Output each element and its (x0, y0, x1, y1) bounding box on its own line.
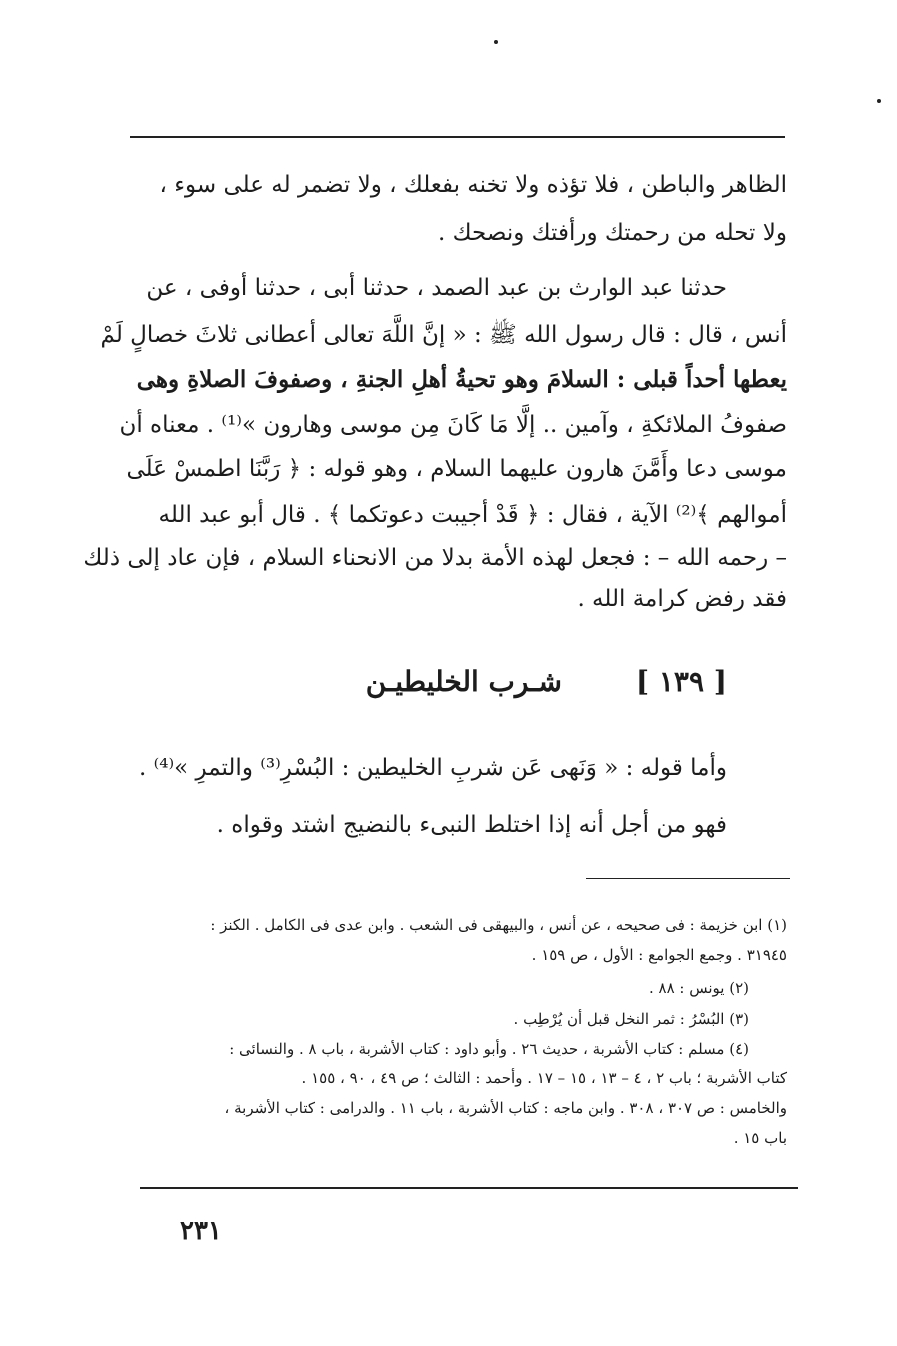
footnote-line: (١) ابن خزيمة : فى صحيحه ، عن أنس ، والبيهقى فى الشعب . وابن عدى فى الكامل . الكنز : (210, 916, 787, 934)
body-line: صفوفُ الملائكةِ ، وآمين .. إلَّا مَا كَانَ مِن موسى وهارون »⁽¹⁾ . معناه أن (119, 412, 787, 438)
body-line: فقد رفض كرامة الله . (577, 586, 787, 612)
ink-speck (494, 40, 498, 44)
footnote-line: (٢) يونس : ٨٨ . (648, 979, 749, 997)
footnote-line: (٤) مسلم : كتاب الأشربة ، حديث ٢٦ . وأبو داود : كتاب الأشربة ، باب ٨ . والنسائى : (229, 1040, 749, 1058)
page-number: ٢٣١ (180, 1216, 222, 1246)
body-line: ولا تحله من رحمتك ورأفتك ونصحك . (438, 220, 787, 246)
section-line: فهو من أجل أنه إذا اختلط النبىء بالنضيج اشتد وقواه . (216, 812, 727, 838)
footnote-line: والخامس : ص ٣٠٧ ، ٣٠٨ . وابن ماجه : كتاب الأشربة ، باب ١١ . والدرامى : كتاب الأشربة ، (224, 1099, 787, 1117)
footnote-line: ٣١٩٤٥ . وجمع الجوامع : الأول ، ص ١٥٩ . (531, 946, 787, 964)
footnote-line: باب ١٥ . (733, 1129, 787, 1147)
body-line: يعطها أحداً قبلى : السلامَ وهو تحيةُ أهلِ الجنةِ ، وصفوفَ الصلاةِ وهى (136, 366, 787, 393)
body-line: حدثنا عبد الوارث بن عبد الصمد ، حدثنا أبى ، حدثنا أوفى ، عن (146, 275, 727, 301)
footnote-line: (٣) البُسْرُ : ثمر النخل قبل أن يُرْطِب . (513, 1010, 749, 1028)
section-number: [ ١٣٩ ] (635, 665, 727, 698)
body-line: – رحمه الله – : فجعل لهذه الأمة بدلا من الانحناء السلام ، فإن عاد إلى ذلك (83, 545, 787, 571)
body-line: الظاهر والباطن ، فلا تؤذه ولا تخنه بفعلك ، ولا تضمر له على سوء ، (159, 172, 787, 198)
section-line: وأما قوله : « وَنَهى عَن شربِ الخليطين : البُسْرِ⁽³⁾ والتمرِ »⁽⁴⁾ . (138, 755, 727, 781)
body-line: موسى دعا وأَمَّنَ هارون عليهما السلام ، وهو قوله : ﴿ رَبَّنَا اطمسْ عَلَى (126, 456, 787, 482)
footnote-line: كتاب الأشربة ؛ باب ٢ ، ٤ – ١٣ ، ١٥ – ١٧ . وأحمد : الثالث ؛ ص ٤٩ ، ٩٠ ، ١٥٥ . (301, 1069, 787, 1087)
body-line: أنس ، قال : قال رسول الله ﷺ : « إنَّ اللَّهَ تعالى أعطانى ثلاثَ خصالٍ لَمْ (100, 322, 787, 348)
top-rule (130, 136, 785, 138)
bottom-rule (140, 1187, 798, 1189)
section-title: شـرب الخليطيـن (365, 665, 562, 698)
footnote-rule (586, 878, 790, 879)
ink-speck (877, 99, 881, 103)
body-line: أموالهم ﴾⁽²⁾ الآية ، فقال : ﴿ قَدْ أجيبت دعوتكما ﴾ . قال أبو عبد الله (158, 502, 787, 528)
